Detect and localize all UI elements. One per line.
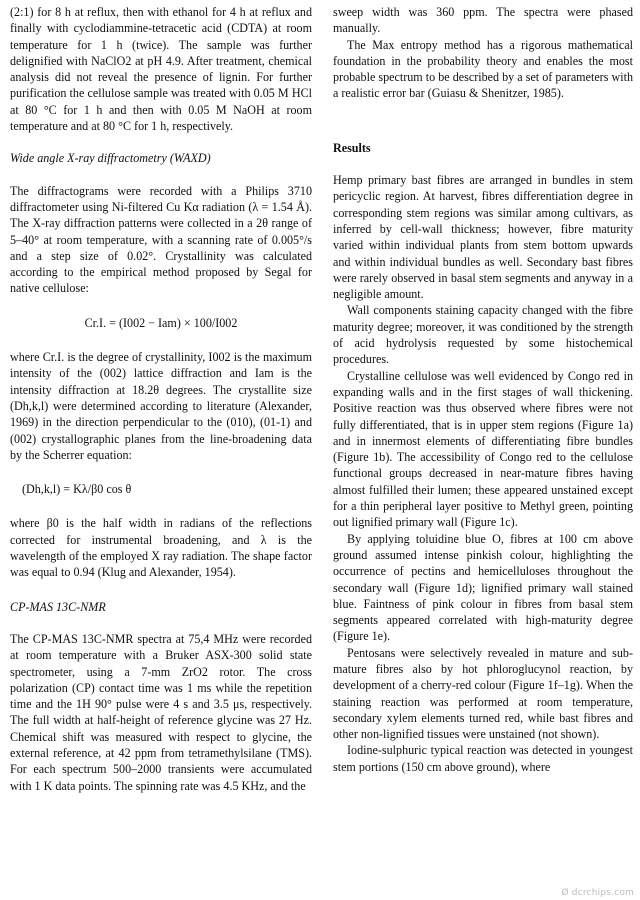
results-paragraph-congo-red: Crystalline cellulose was well evidenced by Congo red in expanding walls and in the first stages of wall thickening. Positive reaction was thus observed where fibres were not fully differentiated, that is in upper stem regions (Figure 1a) and in innermost elements of differentiating fibre bundles (Figure 1b). The accessibility of Congo red to the cellulose functional groups decreased in near-mature fibres having almost fulfilled their lumen; these appeared unstained except for a thin peripheral layer positive to Methyl green, pointing out lignified primary wall (Figure 1c). xyxy=(333,368,633,530)
section-heading-waxd: Wide angle X-ray diffractometry (WAXD) xyxy=(10,151,211,166)
watermark xyxy=(561,888,634,898)
equation-scherrer: (Dh,k,l) = Kλ/β0 cos θ xyxy=(22,482,132,497)
methods-paragraph-scherrer: where β0 is the half width in radians of the reflections corrected for instrumental broadening, and λ is the wavelength of the employed X ray radiation. The shape factor was equal to 0.94 (Klug and Alexander, 1954). xyxy=(10,516,312,580)
section-heading-results: Results xyxy=(333,140,371,155)
equation-crystallinity-index: Cr.I. = (I002 − Iam) × 100/I002 xyxy=(84,315,238,330)
methods-paragraph-max-entropy: The Max entropy method has a rigorous mathematical foundation in the probability theory and enables the most probable spectrum to be described by a set of parameters with a realistic error bar (Guiasu & Shenitzer, 1985). xyxy=(333,37,633,101)
methods-paragraph-sweep-width: sweep width was 360 ppm. The spectra were phased manually. xyxy=(333,5,633,36)
results-paragraph-pentosans: Pentosans were selectively revealed in mature and sub-mature fibres also by hot phloroglucynol reaction, by development of a cherry-red colour (Figure 1f–1g). When the staining reaction was performed at room temperature, secondary xylem elements turned red, while bast fibres and other non-lignified tissues were unstained (not shown). xyxy=(333,645,633,742)
results-paragraph-staining-capacity: Wall components staining capacity changed with the fibre maturity degree; moreover, it was conditioned by the strength of acid hydrolysis requested by some histochemical procedures. xyxy=(333,303,633,367)
methods-paragraph-diffractometer: The diffractograms were recorded with a Philips 3710 diffractometer using Ni-filtered Cu Kα radiation (λ = 1.54 Å). The X-ray diffraction patterns were collected in a 2θ range of 5–40° at room temperature, with a scanning rate of 0.005°/s and a step size of 0.02°. Crystallinity was calculated according to the empirical method proposed by Segal for native cellulose: xyxy=(10,183,312,296)
methods-paragraph-delignification: (2:1) for 8 h at reflux, then with ethanol for 4 h at reflux and finally with cyclodiammine-tetracetic acid (CDTA) at room temperature for 1 h (twice). The sample was further delignified with NaClO2 at pH 4.9. After treatment, chemical analysis did not reveal the presence of lignin. For further purification the cellulose sample was treated with 0.05 M HCl at 80 °C for 1 h and then with 0.05 M NaOH at room temperature and at 80 °C for 1 h, respectively. xyxy=(10,5,312,134)
results-paragraph-iodine-sulphuric: Iodine-sulphuric typical reaction was detected in youngest stem portions (150 cm above ground), where xyxy=(333,743,633,774)
right-column xyxy=(333,4,633,775)
methods-paragraph-nmr: The CP-MAS 13C-NMR spectra at 75,4 MHz were recorded at room temperature with a Bruker ASX-300 solid state spectrometer, using a 7-mm ZrO2 rotor. The cross polarization (CP) contact time was 1 ms while the repetition time and the 1H 90° pulse were 4 s and 3.5 μs, respectively. The full width at half-height of reference glycine was 27 Hz. Chemical shift was measured with respect to glycine, the external reference, at 42 ppm from tetramethylsilane (TMS). For each spectrum 500–2000 transients were accumulated with 1 K data points. The spinning rate was 4.5 KHz, and the xyxy=(10,631,312,793)
methods-paragraph-crystallinity: where Cr.I. is the degree of crystallinity, I002 is the maximum intensity of the (002) lattice diffraction and Iam is the intensity diffraction at 18.2θ degrees. The crystallite size (Dh,k,l) were determined according to literature (Alexander, 1969) in the direction perpendicular to the (010), (01-1) and (002) crystallographic planes from the line-broadening data by the Scherrer equation: xyxy=(10,350,312,462)
results-paragraph-toluidine-blue: By applying toluidine blue O, fibres at 100 cm above ground assumed intense pinkish colour, highlighting the occurrence of pectins and hemicelluloses throughout the secondary wall (Figure 1d); lignified primary wall stained blue. Faintness of pink colour in fibres from basal stem segments appeared correlated with high-maturity degree (Figure 1e). xyxy=(333,531,633,644)
results-paragraph-bast-fibres: Hemp primary bast fibres are arranged in bundles in stem pericyclic region. At harvest, fibres differentiation degree in corresponding stem regions was similar among cultivars, as inferred by cell-wall thickness; however, fibre maturity varied within individual plants from stem bottom upwards and within individual bundles as well. Secondary bast fibres were rarely observed in basal stem segments and anyway in a negligible amount. xyxy=(333,173,633,302)
section-heading-nmr: CP-MAS 13C-NMR xyxy=(10,599,106,614)
watermark-text: Ø dcrchips.com xyxy=(561,888,634,898)
left-column xyxy=(10,4,312,794)
